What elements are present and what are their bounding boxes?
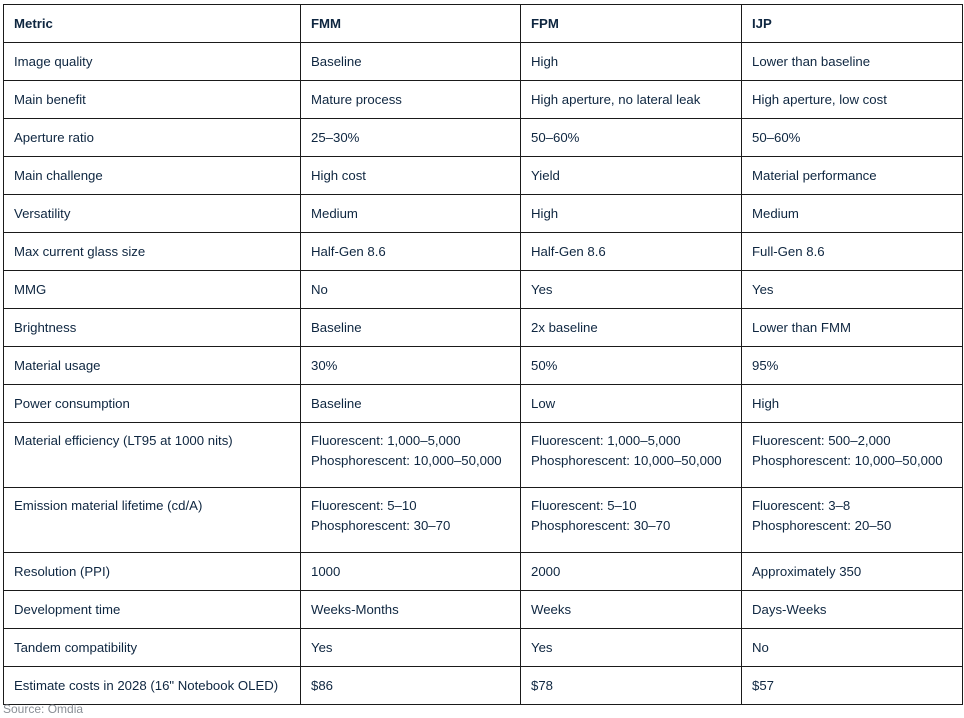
fpm-cell: Low (521, 385, 742, 423)
ijp-cell: Yes (742, 271, 963, 309)
table-row (4, 488, 963, 553)
fpm-cell: Yes (521, 271, 742, 309)
ijp-cell: High (742, 385, 963, 423)
fluorescent-value: Fluorescent: 5–10 (531, 498, 637, 513)
fpm-cell: Yes (521, 629, 742, 667)
metric-cell: Power consumption (4, 385, 301, 423)
header-fpm: FPM (521, 5, 742, 43)
metric-cell: Development time (4, 591, 301, 629)
phosphorescent-value: Phosphorescent: 20–50 (752, 518, 892, 533)
fmm-cell: High cost (301, 157, 521, 195)
source-caption: Source: Omdia (3, 702, 84, 716)
comparison-table (3, 4, 963, 705)
header-metric: Metric (4, 5, 301, 43)
fmm-cell: $86 (301, 667, 521, 705)
ijp-cell: Days-Weeks (742, 591, 963, 629)
metric-cell: Aperture ratio (4, 119, 301, 157)
metric-cell: Main challenge (4, 157, 301, 195)
metric-cell: Tandem compatibility (4, 629, 301, 667)
ijp-cell: Approximately 350 (742, 553, 963, 591)
table-row (4, 347, 963, 385)
fmm-cell: Mature process (301, 81, 521, 119)
fmm-cell: Yes (301, 629, 521, 667)
ijp-cell (742, 423, 963, 488)
ijp-cell: Lower than FMM (742, 309, 963, 347)
fmm-cell: Baseline (301, 309, 521, 347)
fpm-cell: 50–60% (521, 119, 742, 157)
fmm-cell: Medium (301, 195, 521, 233)
fmm-cell: Weeks-Months (301, 591, 521, 629)
ijp-cell (742, 488, 963, 553)
ijp-cell: 95% (742, 347, 963, 385)
fpm-cell (521, 488, 742, 553)
phosphorescent-value: Phosphorescent: 10,000–50,000 (311, 453, 502, 468)
table-row (4, 309, 963, 347)
ijp-cell: Full-Gen 8.6 (742, 233, 963, 271)
fmm-cell: Half-Gen 8.6 (301, 233, 521, 271)
metric-cell: Resolution (PPI) (4, 553, 301, 591)
fmm-cell (301, 488, 521, 553)
table-row (4, 553, 963, 591)
fpm-cell: Weeks (521, 591, 742, 629)
ijp-cell: 50–60% (742, 119, 963, 157)
fluorescent-value: Fluorescent: 3–8 (752, 498, 851, 513)
fpm-cell: 2000 (521, 553, 742, 591)
phosphorescent-value: Phosphorescent: 10,000–50,000 (531, 453, 722, 468)
fmm-cell (301, 423, 521, 488)
metric-cell: Image quality (4, 43, 301, 81)
table-row (4, 385, 963, 423)
fluorescent-value: Fluorescent: 1,000–5,000 (311, 433, 461, 448)
fmm-cell: 25–30% (301, 119, 521, 157)
phosphorescent-value: Phosphorescent: 30–70 (311, 518, 451, 533)
header-ijp: IJP (742, 5, 963, 43)
table-row (4, 81, 963, 119)
fpm-cell: Yield (521, 157, 742, 195)
table-row (4, 195, 963, 233)
table-row (4, 271, 963, 309)
fpm-cell (521, 423, 742, 488)
fpm-cell: High aperture, no lateral leak (521, 81, 742, 119)
ijp-cell: High aperture, low cost (742, 81, 963, 119)
fmm-cell: 30% (301, 347, 521, 385)
metric-cell: Brightness (4, 309, 301, 347)
metric-cell: MMG (4, 271, 301, 309)
fluorescent-value: Fluorescent: 500–2,000 (752, 433, 891, 448)
metric-cell: Material efficiency (LT95 at 1000 nits) (4, 423, 301, 488)
fmm-cell: No (301, 271, 521, 309)
metric-cell: Estimate costs in 2028 (16" Notebook OLED) (4, 667, 301, 705)
table-row (4, 629, 963, 667)
fmm-cell: 1000 (301, 553, 521, 591)
metric-cell: Main benefit (4, 81, 301, 119)
fmm-cell: Baseline (301, 385, 521, 423)
table-row (4, 667, 963, 705)
fmm-cell: Baseline (301, 43, 521, 81)
phosphorescent-value: Phosphorescent: 30–70 (531, 518, 671, 533)
table-row (4, 423, 963, 488)
table-row (4, 233, 963, 271)
table-row (4, 43, 963, 81)
fpm-cell: High (521, 195, 742, 233)
phosphorescent-value: Phosphorescent: 10,000–50,000 (752, 453, 943, 468)
fpm-cell: 50% (521, 347, 742, 385)
fpm-cell: Half-Gen 8.6 (521, 233, 742, 271)
comparison-table-container (3, 4, 963, 705)
metric-cell: Versatility (4, 195, 301, 233)
ijp-cell: $57 (742, 667, 963, 705)
table-row (4, 119, 963, 157)
header-fmm: FMM (301, 5, 521, 43)
fluorescent-value: Fluorescent: 1,000–5,000 (531, 433, 681, 448)
metric-cell: Material usage (4, 347, 301, 385)
ijp-cell: No (742, 629, 963, 667)
fpm-cell: $78 (521, 667, 742, 705)
table-header-row (4, 5, 963, 43)
fpm-cell: 2x baseline (521, 309, 742, 347)
fpm-cell: High (521, 43, 742, 81)
metric-cell: Emission material lifetime (cd/A) (4, 488, 301, 553)
metric-cell: Max current glass size (4, 233, 301, 271)
ijp-cell: Material performance (742, 157, 963, 195)
ijp-cell: Medium (742, 195, 963, 233)
table-row (4, 157, 963, 195)
ijp-cell: Lower than baseline (742, 43, 963, 81)
table-row (4, 591, 963, 629)
fluorescent-value: Fluorescent: 5–10 (311, 498, 417, 513)
